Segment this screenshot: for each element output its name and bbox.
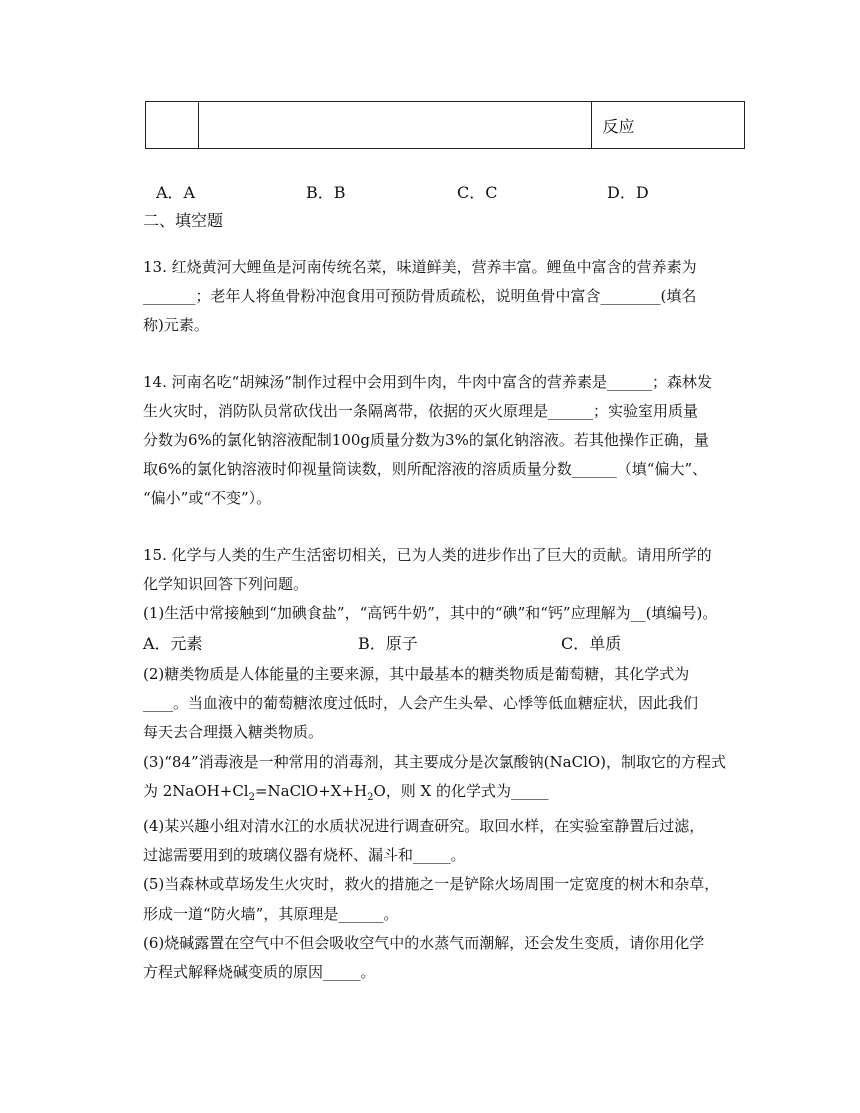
table-cell-reaction: 反应 (592, 102, 745, 149)
q15-line: (1)生活中常接触到“加碘食盐”，“高钙牛奶”，其中的“碘”和“钙”应理解为__(填编号)。 (143, 604, 718, 622)
q15-4-line: 过滤需要用到的玻璃仪器有烧杯、漏斗和_____。 (143, 846, 466, 865)
q14-line: 取6%的氯化钠溶液时仰视量筒读数，则所配溶液的溶质质量分数______（填“偏大”、 (143, 460, 708, 478)
q15-line: 化学知识回答下列问题。 (143, 575, 309, 593)
option-c: C．C (457, 183, 498, 202)
equation-part: 为 2NaOH+Cl (143, 781, 249, 800)
choice-c: C．单质 (561, 634, 622, 653)
question-13 (143, 253, 743, 340)
q14-line: 14. 河南名吃“胡辣汤”制作过程中会用到牛肉，牛肉中富含的营养素是______；森林发 (143, 373, 712, 391)
q15-2-line: (2)糖类物质是人体能量的主要来源，其中最基本的糖类物质是葡萄糖，其化学式为 (143, 665, 690, 683)
q13-line: 称)元素。 (143, 316, 209, 334)
question-15-intro (143, 541, 743, 628)
option-b: B．B (306, 183, 346, 202)
q15-1-choices (143, 631, 743, 655)
table-cell (198, 102, 592, 149)
subscript: 2 (367, 791, 374, 803)
q15-2-line: ____。当血液中的葡萄糖浓度过低时，人会产生头晕、心悸等低血糖症状，因此我们 (143, 694, 699, 713)
subscript: 2 (248, 791, 255, 803)
q15-5-line: 形成一道“防火墙”，其原理是______。 (143, 904, 399, 923)
choice-b: B．原子 (358, 634, 418, 653)
q15-2-line: 每天去合理摄入糖类物质。 (143, 723, 324, 742)
table-cell (146, 102, 199, 149)
q14-line: “偏小”或“不变”）。 (143, 489, 272, 507)
choice-a: A．元素 (143, 634, 203, 653)
q15-5-line: (5)当森林或草场发生火灾时，救火的措施之一是铲除火场周围一定宽度的树木和杂草， (143, 875, 720, 894)
answer-table-fragment (145, 101, 745, 149)
equation-part: =NaClO+X+H (254, 781, 368, 800)
q15-4-line: (4)某兴趣小组对清水江的水质状况进行调查研究。取回水样，在实验室静置后过滤， (143, 817, 705, 836)
q14-line: 分数为6%的氯化钠溶液配制100g质量分数为3%的氯化钠溶液。若其他操作正确，量 (143, 431, 709, 449)
q15-6-line: 方程式解释烧碱变质的原因_____。 (143, 963, 376, 982)
q15-3-equation-line (143, 777, 743, 812)
question-15-parts (143, 660, 743, 987)
option-a: A．A (156, 183, 196, 202)
q12-options (156, 180, 756, 202)
q14-line: 生火灾时，消防队员常砍伐出一条隔离带，依据的灭火原理是______；实验室用质量 (143, 402, 699, 420)
question-14 (143, 368, 743, 513)
q15-line: 15. 化学与人类的生产生活密切相关，已为人类的进步作出了巨大的贡献。请用所学的 (143, 546, 712, 564)
table-row (146, 102, 745, 149)
q13-line: 13. 红烧黄河大鲤鱼是河南传统名菜，味道鲜美，营养丰富。鲤鱼中富含的营养素为 (143, 258, 697, 276)
option-d: D．D (607, 183, 649, 202)
q15-6-line: (6)烧碱露置在空气中不但会吸收空气中的水蒸气而潮解，还会发生变质，请你用化学 (143, 933, 705, 952)
equation-part: O，则 X 的化学式为_____ (373, 781, 549, 800)
section-title: 二、填空题 (143, 211, 224, 230)
q15-3-line: (3)“84”消毒液是一种常用的消毒剂，其主要成分是次氯酸钠(NaClO)，制取它的方程式 (143, 752, 727, 771)
q13-line: _______；老年人将鱼骨粉冲泡食用可预防骨质疏松，说明鱼骨中富含________(填名 (143, 287, 697, 305)
